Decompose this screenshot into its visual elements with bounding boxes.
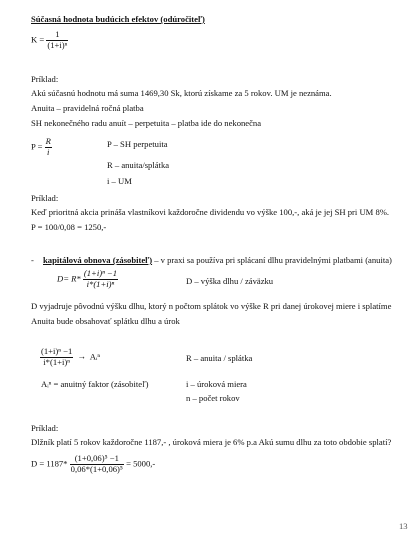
perpetuity-fraction bbox=[45, 137, 52, 158]
annuity-factor-denominator: i*(1+i)ⁿ bbox=[43, 356, 70, 367]
k-lhs: K = bbox=[31, 34, 45, 45]
debt-formula bbox=[57, 269, 118, 290]
annuity-legend-n: n – počet rokov bbox=[186, 393, 240, 403]
k-formula bbox=[31, 30, 68, 51]
k-denominator: (1+i)ⁿ bbox=[47, 39, 68, 50]
example3-lhs: D = 1187* bbox=[31, 458, 68, 469]
example3-result: = 5000,- bbox=[126, 458, 156, 469]
annuity-factor-formula bbox=[40, 347, 100, 368]
annuity-factor-numerator: (1+i)ⁿ −1 bbox=[41, 346, 73, 356]
example3-fraction bbox=[70, 454, 124, 475]
amortization-desc1: D vyjadruje pôvodnú výšku dlhu, ktorý n počtom splátok vo výške R pri danej úrokovej miere i splatíme bbox=[31, 301, 392, 311]
amortization-desc2: Anuita bude obsahovať splátku dlhu a úrok bbox=[31, 316, 180, 326]
page-heading: Súčasná hodnota budúcich efektov (odúročiteľ) bbox=[31, 14, 205, 24]
debt-formula-note: D – výška dlhu / záväzku bbox=[186, 276, 274, 286]
example1-line2: Anuita – pravidelná ročná platba bbox=[31, 103, 144, 113]
annuity-factor-symbol: Aᵢⁿ bbox=[89, 351, 101, 362]
annuity-legend-i: i – úroková miera bbox=[186, 379, 247, 389]
example1-line3: SH nekonečného radu anuít – perpetuita – platba ide do nekonečna bbox=[31, 118, 262, 128]
example3-line1: Dlžník platí 5 rokov každoročne 1187,- , úroková miera je 6% p.a Akú sumu dlhu za toto obdobie splatí? bbox=[31, 437, 392, 447]
perpetuity-legend-i: i – UM bbox=[107, 176, 132, 186]
debt-formula-fraction bbox=[83, 269, 118, 290]
page-number: 13 bbox=[399, 521, 408, 531]
amortization-rest: – v praxi sa používa pri splácaní dlhu pravidelnými platbami (anuita) bbox=[152, 255, 392, 265]
example1-label: Príklad: bbox=[31, 74, 59, 84]
example1-line1: Akú súčasnú hodnotu má suma 1469,30 Sk, ktorú získame za 5 rokov. UM je neznáma. bbox=[31, 88, 332, 98]
example3-formula bbox=[31, 454, 155, 475]
example3-numerator: (1+0,06)⁵ −1 bbox=[70, 454, 124, 465]
example2-label: Príklad: bbox=[31, 193, 59, 203]
perpetuity-legend-r: R – anuita/splátka bbox=[107, 160, 170, 170]
example2-line2: P = 100/0,08 = 1250,- bbox=[31, 222, 107, 232]
example3-denominator: 0,06*(1+0,06)⁵ bbox=[70, 463, 123, 474]
example2-line1: Keď prioritná akcia prináša vlastníkovi každoročne dividendu vo výške 100,-, aká je jej SH pri UM 8%. bbox=[31, 207, 390, 217]
debt-formula-denominator: i*(1+i)ⁿ bbox=[86, 278, 115, 289]
perpetuity-denominator: i bbox=[47, 146, 50, 157]
amortization-heading bbox=[43, 256, 392, 266]
perpetuity-numerator: R bbox=[45, 136, 51, 146]
debt-formula-lhs: D= R* bbox=[57, 273, 81, 284]
debt-formula-numerator: (1+i)ⁿ −1 bbox=[83, 268, 118, 278]
perpetuity-legend-p: P – SH perpetuita bbox=[107, 139, 168, 149]
annuity-factor-fraction bbox=[40, 347, 73, 368]
perpetuity-lhs: P = bbox=[31, 141, 43, 152]
amortization-bullet: - bbox=[31, 255, 34, 265]
annuity-legend-r: R – anuita / splátka bbox=[186, 353, 253, 363]
perpetuity-formula bbox=[31, 137, 52, 158]
right-arrow-icon: → bbox=[77, 351, 87, 362]
example3-label: Príklad: bbox=[31, 423, 59, 433]
k-numerator: 1 bbox=[46, 30, 68, 41]
amortization-title: kapitálová obnova (zásobiteľ) bbox=[43, 255, 153, 265]
k-fraction bbox=[46, 30, 68, 51]
annuity-factor-definition: Aᵢⁿ = anuitný faktor (zásobiteľ) bbox=[41, 379, 149, 389]
